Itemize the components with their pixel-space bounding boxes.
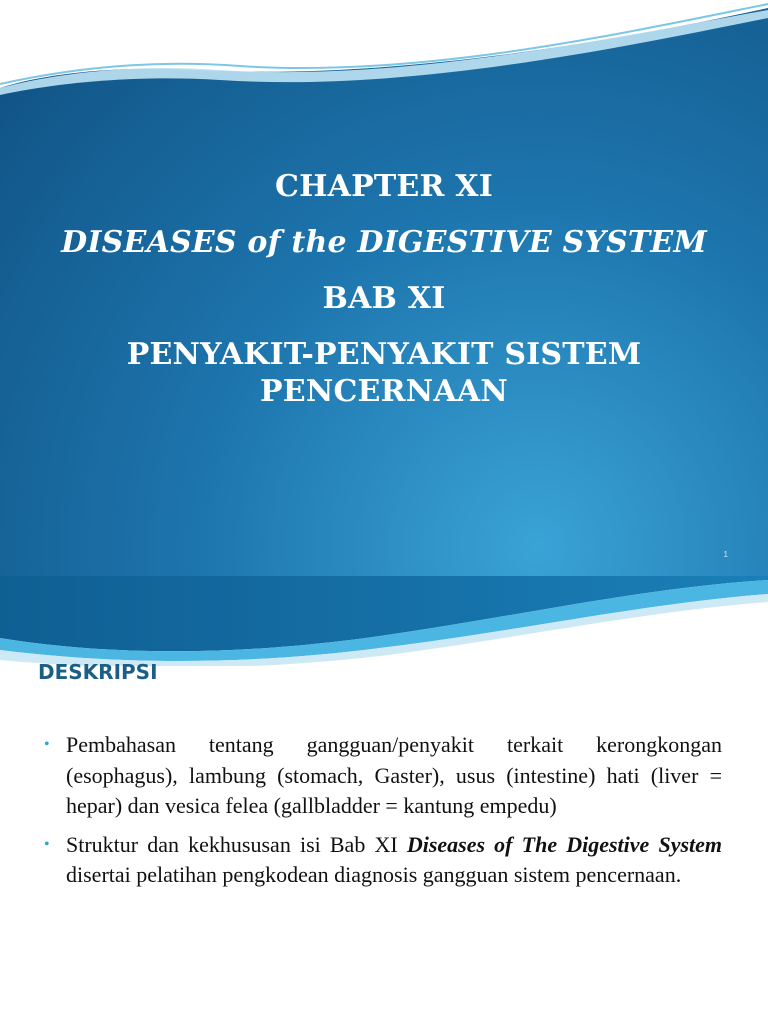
bab-title: BAB XI xyxy=(322,281,446,316)
bullet-text: Pembahasan tentang gangguan/penyakit terkait kerongkongan (esophagus), lambung (stomach, Gaster), usus (intestine) hati (liver = hepar) dan vesica felea (gallbladder = kantung empedu) xyxy=(66,732,722,818)
bullet-emphasis: Diseases of The Digestive System xyxy=(406,831,723,857)
chapter-title: CHAPTER XI xyxy=(275,169,493,204)
bab-subtitle-line2: PENCERNAAN xyxy=(260,374,508,409)
bab-subtitle-line1: PENYAKIT-PENYAKIT SISTEM xyxy=(126,337,642,372)
bullet-icon: • xyxy=(44,736,50,753)
title-block xyxy=(0,168,768,410)
content-wave-decoration xyxy=(0,576,768,666)
bullet-icon: • xyxy=(44,835,50,853)
bullet-text-post: disertai pelatihan pengkodean diagnosis gangguan sistem pencernaan. xyxy=(66,862,682,887)
bullet-list xyxy=(44,730,722,899)
list-item xyxy=(44,730,722,822)
chapter-subtitle: DISEASES of the DIGESTIVE SYSTEM xyxy=(61,225,707,260)
top-wave-decoration xyxy=(0,0,768,95)
page-number: 1 xyxy=(723,550,728,559)
section-heading: DESKRIPSI xyxy=(38,660,158,684)
bullet-text-pre: Struktur dan kekhususan isi Bab XI xyxy=(66,831,407,857)
list-item xyxy=(44,830,722,891)
